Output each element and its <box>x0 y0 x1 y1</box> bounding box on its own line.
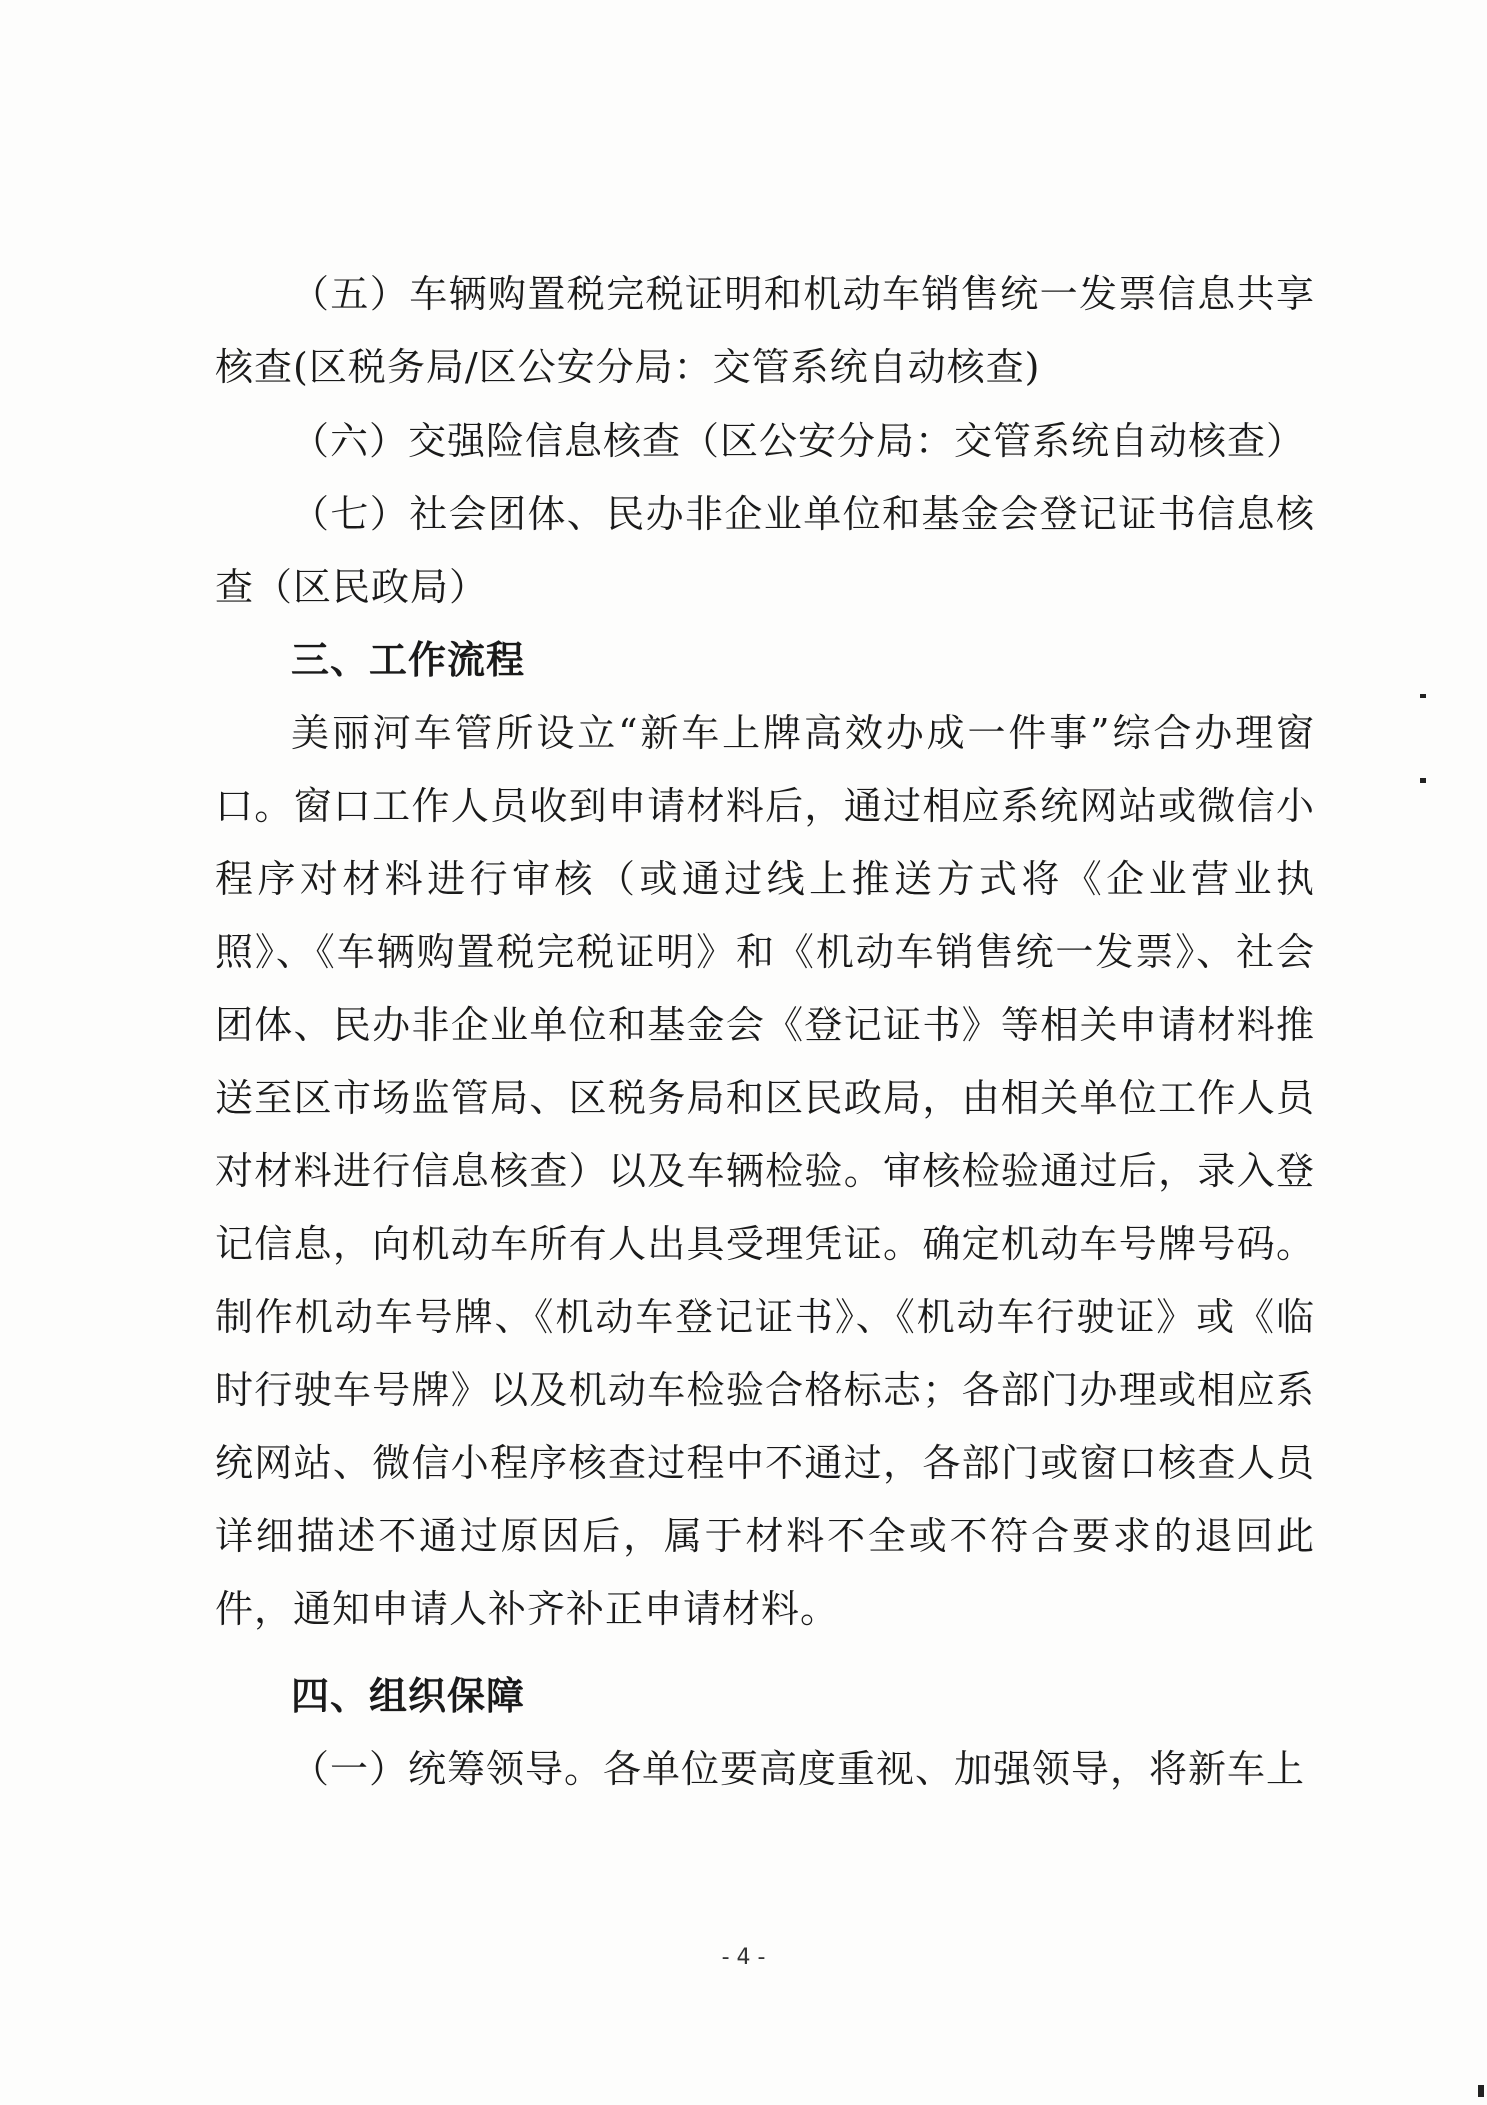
paragraph-item-5: （五）车辆购置税完税证明和机动车销售统一发票信息共享核查(区税务局/区公安分局：交管系统自动核查) <box>215 272 1315 389</box>
paragraph-organization-1: （一）统筹领导。各单位要高度重视、加强领导，将新车上 <box>291 1747 1306 1791</box>
section-heading-workflow: 三、工作流程 <box>291 638 526 682</box>
page-number: - 4 - <box>721 1945 766 1970</box>
paragraph-item-6: （六）交强险信息核查（区公安分局：交管系统自动核查） <box>291 419 1306 463</box>
paragraph-workflow: 美丽河车管所设立“新车上牌高效办成一件事”综合办理窗口。窗口工作人员收到申请材料后，通过相应系统网站或微信小程序对材料进行审核（或通过线上推送方式将《企业营业执照》、《车辆购置税完税证明》和《机动车销售统一发票》、社会团体、民办非企业单位和基金会《登记证书》等相关申请材料推送至区市场监管局、区税务局和区民政局，由相关单位工作人员对材料进行信息核查）以及车辆检验。审核检验通过后，录入登记信息，向机动车所有人出具受理凭证。确定机动车号牌号码。制作机动车号牌、《机动车登记证书》、《机动车行驶证》或《临时行驶车号牌》以及机动车检验合格标志；各部门办理或相应系统网站、微信小程序核查过程中不通过，各部门或窗口核查人员详细描述不通过原因后，属于材料不全或不符合要求的退回此件，通知申请人补齐补正申请材料。 <box>215 711 1315 1631</box>
scan-speck <box>1420 694 1426 698</box>
scan-speck <box>1478 2085 1484 2097</box>
section-heading-organization: 四、组织保障 <box>291 1674 526 1718</box>
scan-speck <box>1420 778 1426 783</box>
paragraph-item-7: （七）社会团体、民办非企业单位和基金会登记证书信息核查（区民政局） <box>215 492 1315 609</box>
